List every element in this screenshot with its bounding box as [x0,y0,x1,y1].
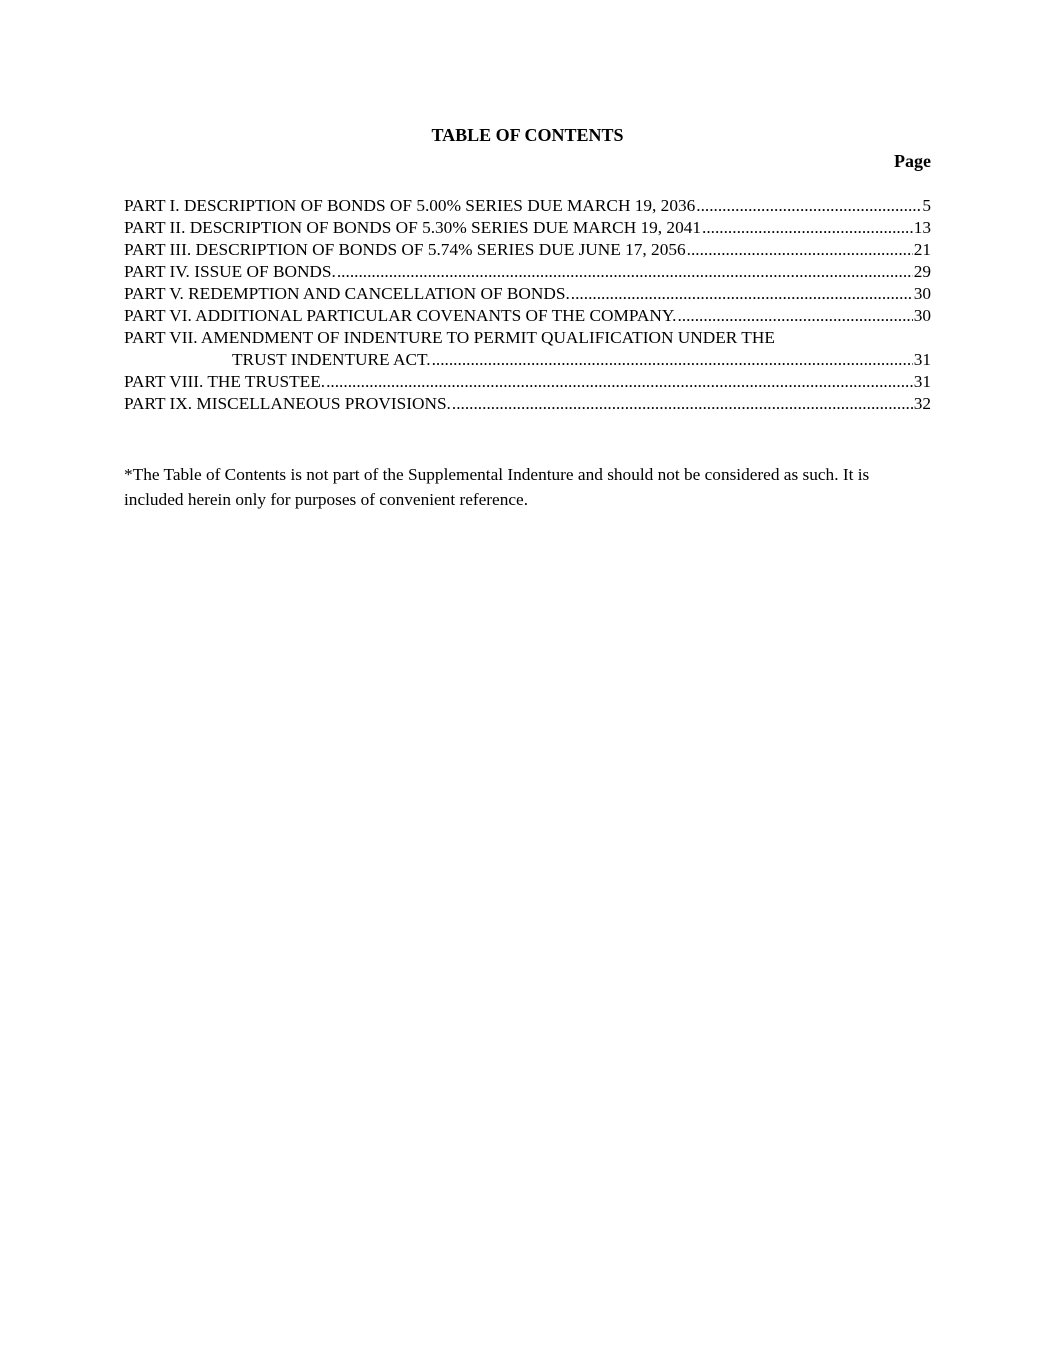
dot-leader [702,217,913,239]
toc-entry-part-7[interactable] [124,327,931,349]
dot-leader [452,393,913,415]
dot-leader [337,261,913,283]
toc-entry-part-7-continuation[interactable] [124,349,931,371]
toc-page-number: 21 [913,240,931,259]
page-column-heading: Page [894,151,931,171]
toc-page-number: 5 [922,196,931,215]
toc-entry-continuation-text: TRUST INDENTURE ACT. [232,350,431,369]
dot-leader [432,349,913,371]
toc-entry-part-4[interactable] [124,261,931,283]
toc-page-number: 30 [913,284,931,303]
dot-leader [677,305,912,327]
toc-entry-part-3[interactable] [124,239,931,261]
toc-entry-text: PART IX. MISCELLANEOUS PROVISIONS. [124,394,451,413]
toc-entry-text: PART I. DESCRIPTION OF BONDS OF 5.00% SERIES DUE MARCH 19, 2036 [124,196,696,215]
toc-entry-part-9[interactable] [124,393,931,415]
toc-entry-text: PART II. DESCRIPTION OF BONDS OF 5.30% SERIES DUE MARCH 19, 2041 [124,218,701,237]
toc-entry-text: PART V. REDEMPTION AND CANCELLATION OF BONDS. [124,284,570,303]
toc-entry-text: PART III. DESCRIPTION OF BONDS OF 5.74% SERIES DUE JUNE 17, 2056 [124,240,686,259]
toc-entry-text: PART VI. ADDITIONAL PARTICULAR COVENANTS OF THE COMPANY. [124,306,677,325]
toc-entry-text: PART VIII. THE TRUSTEE. [124,372,326,391]
toc-page-number: 31 [913,372,931,391]
toc-entry-part-2[interactable] [124,217,931,239]
toc-page-number: 13 [913,218,931,237]
toc-page-number: 29 [913,262,931,281]
toc-footnote: *The Table of Contents is not part of the Supplemental Indenture and should not be considered as such. It is included herein only for purposes of convenient reference. [124,465,870,509]
dot-leader [696,195,921,217]
dot-leader [571,283,913,305]
dot-leader [687,239,913,261]
toc-entry-part-5[interactable] [124,283,931,305]
toc-entry-part-8[interactable] [124,371,931,393]
toc-entry-text: PART VII. AMENDMENT OF INDENTURE TO PERMIT QUALIFICATION UNDER THE [124,328,775,347]
toc-title: TABLE OF CONTENTS [431,125,624,145]
toc-page-number: 32 [913,394,931,413]
toc-entry-part-1[interactable] [124,195,931,217]
toc-entry-part-6[interactable] [124,305,931,327]
toc-list [124,195,931,415]
toc-entry-text: PART IV. ISSUE OF BONDS. [124,262,336,281]
toc-page-number: 30 [913,306,931,325]
dot-leader [326,371,913,393]
toc-page-number: 31 [913,350,931,369]
